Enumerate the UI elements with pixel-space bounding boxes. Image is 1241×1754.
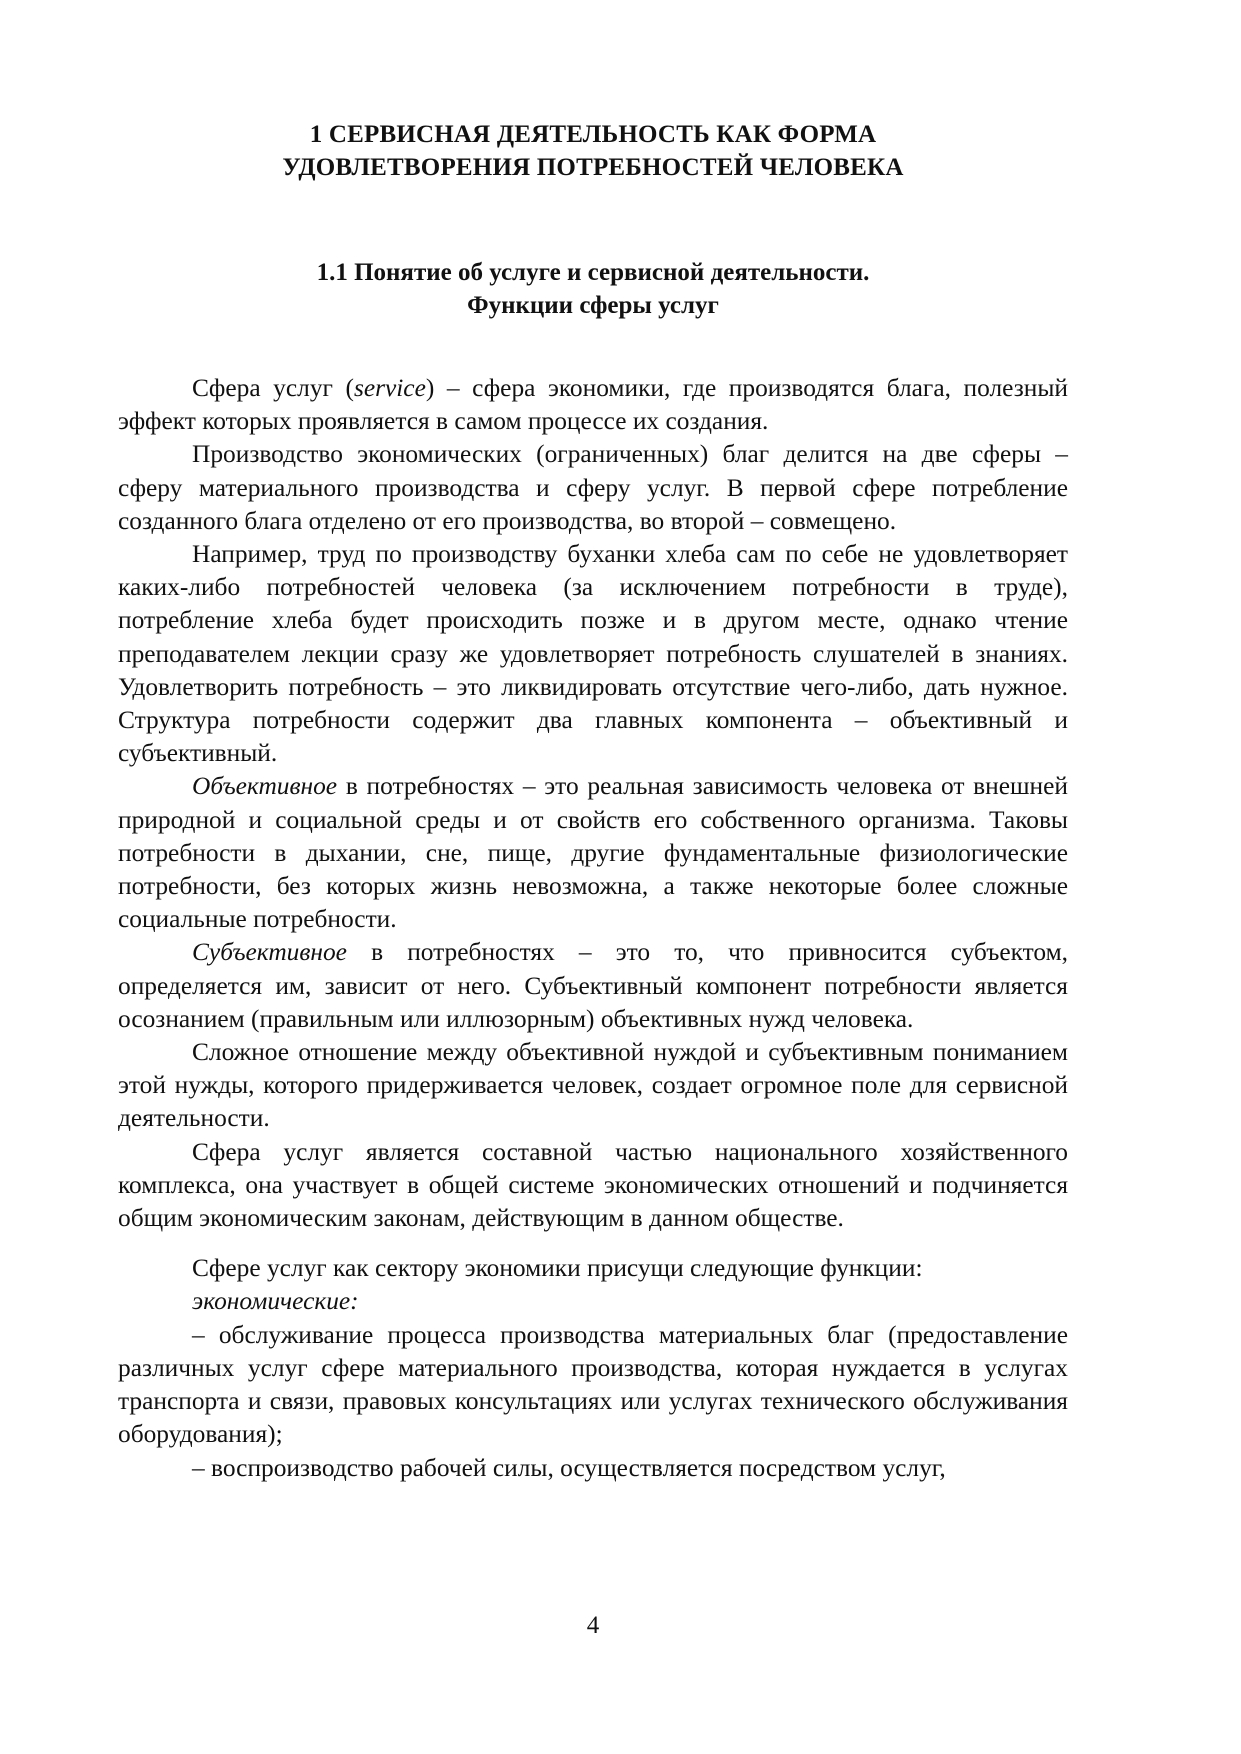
paragraph-1-text-b: ) – сфера экономики, где производятся блага, полезный эффект которых проявляется в самом процессе их создания. xyxy=(118,374,1068,436)
paragraph-1-term: service xyxy=(353,374,426,402)
paragraph-4-text: в потребностях – это реальная зависимость человека от внешней природной и социальной среды и от свойств его собственного организма. Таковы потребности в дыхании, сне, пище, другие фундаментальные физиологические потребности, без которых жизнь невозможна, а также некоторые более сложные социальные потребности. xyxy=(118,772,1068,934)
body-text xyxy=(118,372,1068,1485)
paragraph-1-text-a: Сфера услуг ( xyxy=(192,374,354,402)
paragraph-4-term: Объективное xyxy=(192,772,338,801)
paragraph-7: Сфера услуг является составной частью национального хозяйственного комплекса, она участвует в общей системе экономических отношений и подчиняется общим экономическим законам, действующим в данном обществе. xyxy=(118,1137,1068,1233)
paragraph-8: Сфере услуг как сектору экономики присущи следующие функции: xyxy=(192,1254,923,1283)
paragraph-9 xyxy=(118,1285,1068,1318)
chapter-title-line-1: 1 СЕРВИСНАЯ ДЕЯТЕЛЬНОСТЬ КАК ФОРМА xyxy=(309,121,877,148)
paragraph-10: – обслуживание процесса производства материальных благ (предоставление различных услуг сфере материального производства, которая нуждается в услугах транспорта и связи, правовых консультациях или услугах технического обслуживания оборудования); xyxy=(118,1320,1068,1449)
paragraph-5 xyxy=(118,936,1068,1036)
paragraph-5-text: в потребностях – это то, что привносится субъектом, определяется им, зависит от него. Субъективный компонент потребности является осознанием (правильным или иллюзорным) объективных нужд человека. xyxy=(118,938,1068,1033)
paragraph-2: Производство экономических (ограниченных) благ делится на две сферы – сферу материального производства и сферу услуг. В первой сфере потребление созданного блага отделено от его производства, во второй – совмещено. xyxy=(118,440,1068,535)
document-page xyxy=(118,0,1068,1754)
functions-heading-economic: экономические: xyxy=(192,1287,359,1316)
section-title-line-1: 1.1 Понятие об услуге и сервисной деятельности. xyxy=(316,259,870,286)
section-title xyxy=(118,256,1068,322)
paragraph-5-term: Субъективное xyxy=(192,938,347,967)
section-title-line-2: Функции сферы услуг xyxy=(467,292,719,319)
paragraph-11: – воспроизводство рабочей силы, осуществляется посредством услуг, xyxy=(192,1453,946,1482)
paragraph-1 xyxy=(118,372,1068,438)
paragraph-6: Сложное отношение между объективной нуждой и субъективным пониманием этой нужды, которого придерживается человек, создает огромное поле для сервисной деятельности. xyxy=(118,1038,1068,1133)
chapter-title-line-2: УДОВЛЕТВОРЕНИЯ ПОТРЕБНОСТЕЙ ЧЕЛОВЕКА xyxy=(282,154,904,181)
paragraph-3: Например, труд по производству буханки хлеба сам по себе не удовлетворяет каких-либо потребностей человека (за исключением потребности в труде), потребление хлеба будет происходить позже и в другом месте, однако чтение преподавателем лекции сразу же удовлетворяет потребность слушателей в знаниях. Удовлетворить потребность – это ликвидировать отсутствие чего-либо, дать нужное. Структура потребности содержит два главных компонента – объективный и субъективный. xyxy=(118,540,1068,768)
chapter-title xyxy=(118,118,1068,184)
paragraph-4 xyxy=(118,770,1068,936)
page-number: 4 xyxy=(586,1612,600,1639)
